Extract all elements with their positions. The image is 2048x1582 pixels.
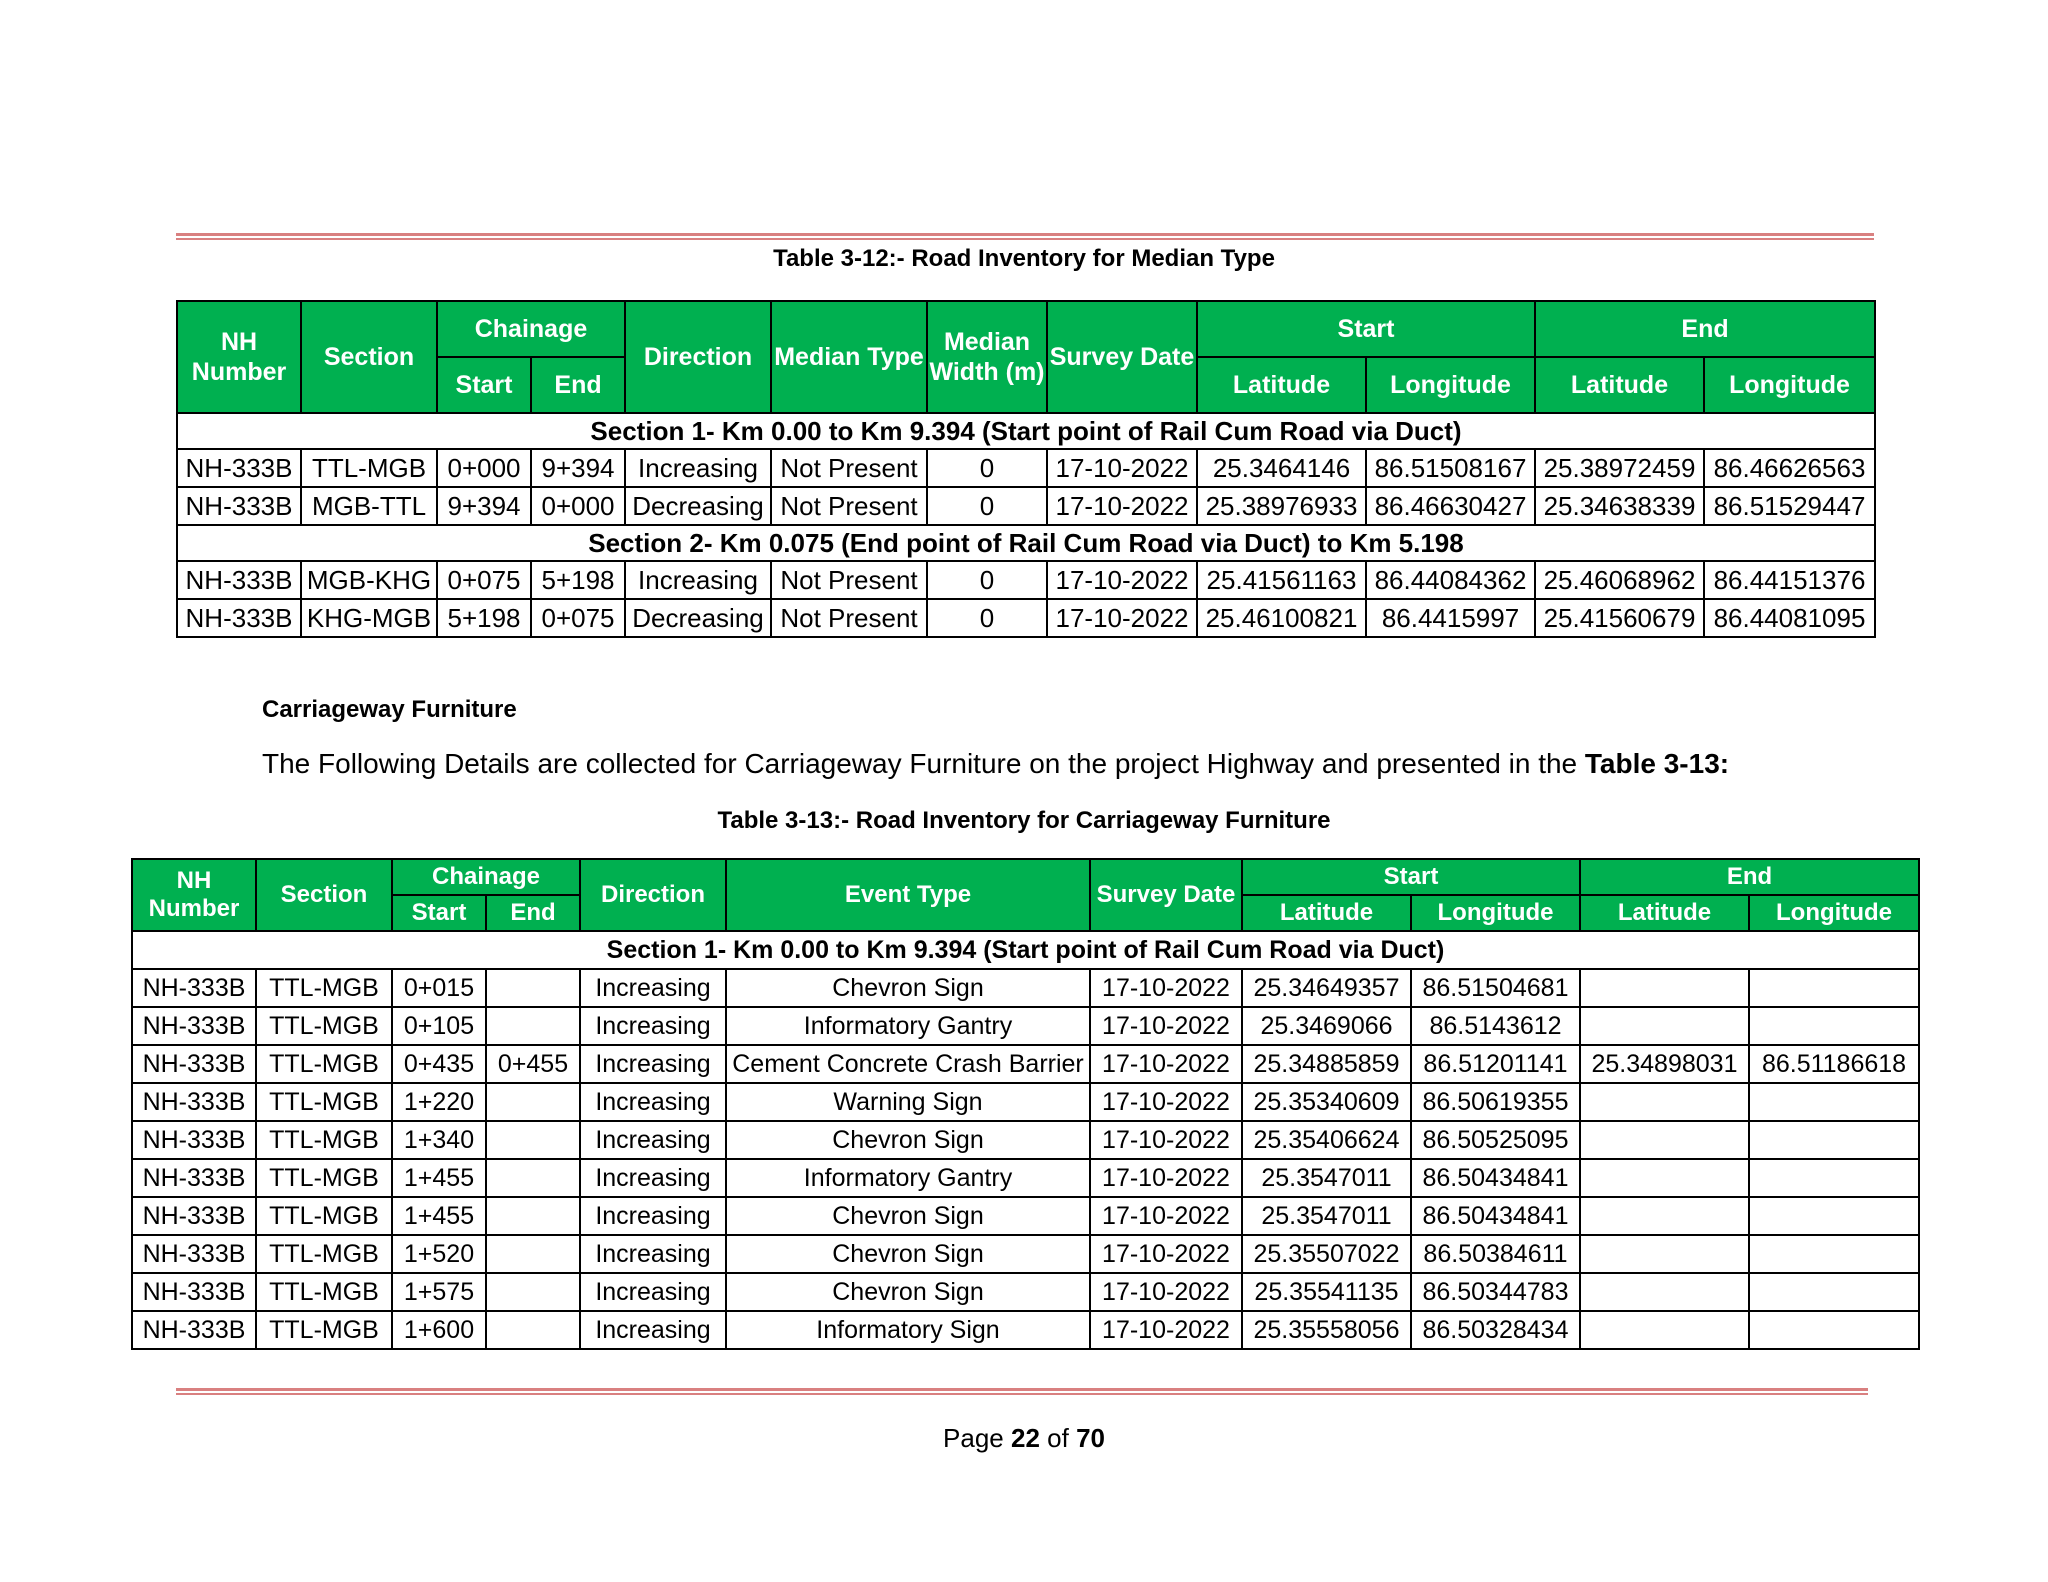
table-row [132,1235,1919,1273]
table-cell: 25.35406624 [1242,1121,1411,1159]
table-cell: Increasing [580,1083,726,1121]
table-cell [1580,1159,1749,1197]
table-cell [486,1007,580,1045]
col-chainage: Chainage [392,859,580,895]
table-cell [486,1159,580,1197]
table-cell: Increasing [580,1311,726,1349]
table-cell: 86.46626563 [1704,449,1875,487]
table-cell: 25.35541135 [1242,1273,1411,1311]
table-row [132,1159,1919,1197]
table-cell: TTL-MGB [256,1197,392,1235]
table-cell: NH-333B [177,449,301,487]
table-cell [1580,1121,1749,1159]
page-label: Page [943,1423,1004,1453]
total-pages: 70 [1076,1423,1105,1453]
table-cell: 25.34898031 [1580,1045,1749,1083]
table-cell: KHG-MGB [301,599,437,637]
table-cell: 17-10-2022 [1047,599,1197,637]
table-cell [486,969,580,1007]
table-cell: 86.46630427 [1366,487,1535,525]
carriageway-furniture-table [131,858,1920,1350]
table-cell: 17-10-2022 [1090,1007,1242,1045]
table-cell: MGB-KHG [301,561,437,599]
table-cell: 17-10-2022 [1090,1121,1242,1159]
table-cell: 86.44151376 [1704,561,1875,599]
table-cell: 0 [927,487,1047,525]
table-row [177,449,1875,487]
table-cell: TTL-MGB [256,1273,392,1311]
col-event-type: Event Type [726,859,1090,931]
table-cell: NH-333B [177,561,301,599]
table-cell: 25.38976933 [1197,487,1366,525]
table-cell: Increasing [580,1159,726,1197]
col-section: Section [301,301,437,413]
table-cell: 86.4415997 [1366,599,1535,637]
col-chainage: Chainage [437,301,625,357]
table-cell: Informatory Gantry [726,1007,1090,1045]
table-cell: 9+394 [437,487,531,525]
col-start-longitude: Longitude [1366,357,1535,413]
table-cell [1749,969,1919,1007]
table-cell: 0+000 [531,487,625,525]
table-cell: 86.51504681 [1411,969,1580,1007]
col-chainage-start: Start [392,895,486,931]
table-cell: Informatory Sign [726,1311,1090,1349]
table-cell: 0+455 [486,1045,580,1083]
col-start-group: Start [1197,301,1535,357]
table-cell: TTL-MGB [301,449,437,487]
table-cell: Increasing [580,1045,726,1083]
col-direction: Direction [580,859,726,931]
page-footer [0,1422,2048,1454]
col-survey-date: Survey Date [1047,301,1197,413]
table-cell: 17-10-2022 [1090,1273,1242,1311]
footer-rule [176,1388,1868,1395]
table-cell: 17-10-2022 [1090,1311,1242,1349]
table-cell: Warning Sign [726,1083,1090,1121]
table-cell: 17-10-2022 [1047,449,1197,487]
col-end-longitude: Longitude [1704,357,1875,413]
table-cell: 1+575 [392,1273,486,1311]
table-cell: TTL-MGB [256,1121,392,1159]
table-cell: NH-333B [132,1197,256,1235]
table-cell: 0+105 [392,1007,486,1045]
table-cell: 25.35507022 [1242,1235,1411,1273]
table-3-13-caption: Table 3-13:- Road Inventory for Carriageway Furniture [717,807,1331,834]
table-cell: 86.44084362 [1366,561,1535,599]
col-end-group: End [1580,859,1919,895]
table-cell [1749,1311,1919,1349]
table-cell: NH-333B [132,1007,256,1045]
col-end-latitude: Latitude [1535,357,1704,413]
table-row [177,487,1875,525]
table-row [132,1083,1919,1121]
table-3-12-caption: Table 3-12:- Road Inventory for Median Type [773,245,1275,272]
table-cell: Chevron Sign [726,1273,1090,1311]
table-cell: 86.50619355 [1411,1083,1580,1121]
table-cell: NH-333B [132,1235,256,1273]
carriageway-furniture-heading: Carriageway Furniture [262,696,517,723]
table-cell [1580,1273,1749,1311]
col-chainage-end: End [531,357,625,413]
table-cell: NH-333B [132,1159,256,1197]
table-row [132,1311,1919,1349]
table-cell: 1+340 [392,1121,486,1159]
col-nh-number: NH Number [177,301,301,413]
table-cell [1749,1197,1919,1235]
col-median-type: Median Type [771,301,927,413]
table-cell: Cement Concrete Crash Barrier [726,1045,1090,1083]
table-cell: 17-10-2022 [1090,1159,1242,1197]
table-cell [486,1273,580,1311]
table-row [132,1045,1919,1083]
table-cell: 25.41561163 [1197,561,1366,599]
section-row [177,525,1875,561]
table-cell: Increasing [580,1121,726,1159]
table-cell: Informatory Gantry [726,1159,1090,1197]
table-cell [1749,1121,1919,1159]
table-cell: 86.50434841 [1411,1197,1580,1235]
table-cell: TTL-MGB [256,1007,392,1045]
table-reference: Table 3-13: [1584,748,1730,779]
table-cell: Increasing [580,1235,726,1273]
table-cell [486,1197,580,1235]
table-cell [1749,1159,1919,1197]
table-cell: Not Present [771,561,927,599]
col-chainage-start: Start [437,357,531,413]
table-cell: 86.44081095 [1704,599,1875,637]
table-cell: 5+198 [437,599,531,637]
table-cell: 9+394 [531,449,625,487]
table-cell: NH-333B [177,487,301,525]
table-cell: 25.34638339 [1535,487,1704,525]
section-title: Section 1- Km 0.00 to Km 9.394 (Start point of Rail Cum Road via Duct) [132,931,1919,969]
table-cell: 17-10-2022 [1090,1235,1242,1273]
col-section: Section [256,859,392,931]
table-cell [1580,969,1749,1007]
table-cell [1580,1311,1749,1349]
table-cell: 17-10-2022 [1090,1045,1242,1083]
table-cell: 0+435 [392,1045,486,1083]
table-row [132,969,1919,1007]
section-title: Section 1- Km 0.00 to Km 9.394 (Start point of Rail Cum Road via Duct) [177,413,1875,449]
col-start-group: Start [1242,859,1580,895]
table-cell: 1+220 [392,1083,486,1121]
table-cell: 0 [927,449,1047,487]
table-cell: 0+075 [531,599,625,637]
table-cell [486,1083,580,1121]
table-cell: TTL-MGB [256,1235,392,1273]
table-cell: Not Present [771,487,927,525]
table-cell: 86.51529447 [1704,487,1875,525]
table-cell: 1+520 [392,1235,486,1273]
table-cell: 17-10-2022 [1090,1083,1242,1121]
table-cell [1580,1197,1749,1235]
table-cell: 25.3464146 [1197,449,1366,487]
table-cell: 17-10-2022 [1090,1197,1242,1235]
table-cell: Chevron Sign [726,1197,1090,1235]
table-cell [1749,1273,1919,1311]
table-cell: NH-333B [132,1311,256,1349]
col-direction: Direction [625,301,771,413]
table-cell: 25.3547011 [1242,1197,1411,1235]
table-cell: MGB-TTL [301,487,437,525]
page-number: 22 [1010,1423,1040,1453]
table-cell: 25.35340609 [1242,1083,1411,1121]
table-cell: 86.50344783 [1411,1273,1580,1311]
table-cell [486,1121,580,1159]
table-cell: TTL-MGB [256,1083,392,1121]
median-type-table [176,300,1876,638]
table-row [132,1007,1919,1045]
col-survey-date: Survey Date [1090,859,1242,931]
table-cell: TTL-MGB [256,1159,392,1197]
table-cell: 1+455 [392,1197,486,1235]
table-cell: TTL-MGB [256,1311,392,1349]
table-cell: 25.34649357 [1242,969,1411,1007]
furniture-intro-paragraph [262,747,1729,781]
table-cell: 86.51508167 [1366,449,1535,487]
table-cell: 86.50328434 [1411,1311,1580,1349]
table-cell: 25.41560679 [1535,599,1704,637]
table-cell: NH-333B [132,1083,256,1121]
table-cell: 1+600 [392,1311,486,1349]
table-cell: Not Present [771,449,927,487]
table-cell: 0+000 [437,449,531,487]
table-cell [1580,1083,1749,1121]
table-cell: Increasing [625,561,771,599]
table-cell: 86.50434841 [1411,1159,1580,1197]
col-end-longitude: Longitude [1749,895,1919,931]
table-cell: Chevron Sign [726,969,1090,1007]
table-row [132,1273,1919,1311]
table-cell: 17-10-2022 [1047,487,1197,525]
table-cell [1580,1235,1749,1273]
col-start-latitude: Latitude [1242,895,1411,931]
table-cell: 25.38972459 [1535,449,1704,487]
table-cell: 25.46100821 [1197,599,1366,637]
table-cell: Increasing [580,1197,726,1235]
table-cell [1749,1007,1919,1045]
col-nh-number: NH Number [132,859,256,931]
table-cell: 86.50384611 [1411,1235,1580,1273]
table-cell: 86.51201141 [1411,1045,1580,1083]
table-cell: 86.50525095 [1411,1121,1580,1159]
table-cell: 25.3547011 [1242,1159,1411,1197]
table-cell: 0 [927,599,1047,637]
table-cell [1749,1083,1919,1121]
table-cell: Not Present [771,599,927,637]
table-cell: NH-333B [132,1045,256,1083]
table-cell: 0+015 [392,969,486,1007]
table-cell: Decreasing [625,599,771,637]
table-cell: 25.34885859 [1242,1045,1411,1083]
col-chainage-end: End [486,895,580,931]
table-cell [486,1311,580,1349]
table-cell: TTL-MGB [256,1045,392,1083]
table-row [177,599,1875,637]
col-start-longitude: Longitude [1411,895,1580,931]
section-row [132,931,1919,969]
table-cell: 25.3469066 [1242,1007,1411,1045]
col-end-group: End [1535,301,1875,357]
col-start-latitude: Latitude [1197,357,1366,413]
furniture-intro-text: The Following Details are collected for Carriageway Furniture on the project Highway and presented in the [262,748,1585,779]
table-cell [486,1235,580,1273]
table-cell: 86.5143612 [1411,1007,1580,1045]
table-cell: 25.35558056 [1242,1311,1411,1349]
table-cell [1749,1235,1919,1273]
table-cell [1580,1007,1749,1045]
of-label: of [1047,1423,1069,1453]
table-cell: Increasing [580,1007,726,1045]
table-row [132,1197,1919,1235]
table-cell: 0 [927,561,1047,599]
table-cell: 0+075 [437,561,531,599]
table-cell: Increasing [580,969,726,1007]
table-cell: 25.46068962 [1535,561,1704,599]
table-cell: 5+198 [531,561,625,599]
table-cell: Chevron Sign [726,1235,1090,1273]
table-cell: TTL-MGB [256,969,392,1007]
section-row [177,413,1875,449]
table-cell: Increasing [580,1273,726,1311]
table-cell: NH-333B [132,1121,256,1159]
table-cell: 1+455 [392,1159,486,1197]
table-cell: 17-10-2022 [1047,561,1197,599]
col-median-width: Median Width (m) [927,301,1047,413]
section-title: Section 2- Km 0.075 (End point of Rail Cum Road via Duct) to Km 5.198 [177,525,1875,561]
table-cell: 17-10-2022 [1090,969,1242,1007]
table-row [132,1121,1919,1159]
header-rule [176,233,1874,240]
table-row [177,561,1875,599]
table-cell: NH-333B [132,969,256,1007]
table-cell: Decreasing [625,487,771,525]
table-cell: 86.51186618 [1749,1045,1919,1083]
table-cell: NH-333B [132,1273,256,1311]
table-cell: NH-333B [177,599,301,637]
table-cell: Increasing [625,449,771,487]
table-cell: Chevron Sign [726,1121,1090,1159]
col-end-latitude: Latitude [1580,895,1749,931]
